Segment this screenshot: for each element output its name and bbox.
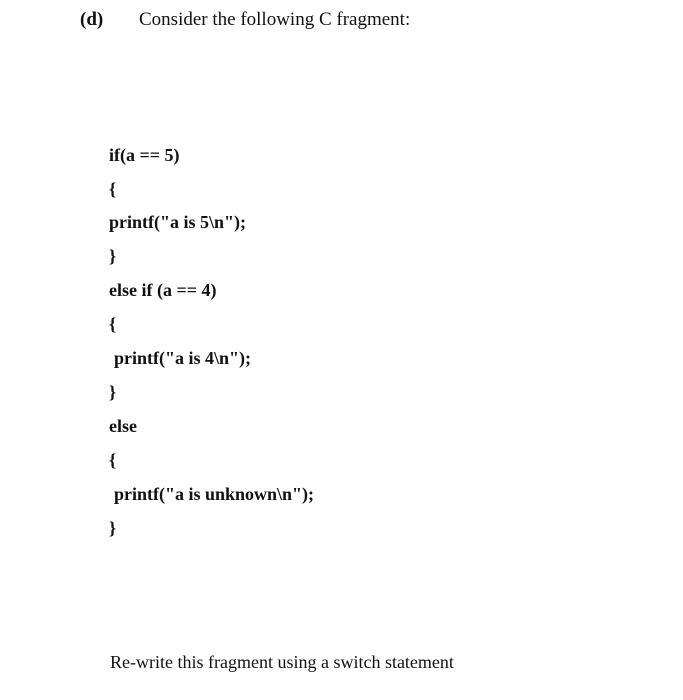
- code-line-close-brace: }: [109, 518, 117, 538]
- code-line-if: if(a == 5): [109, 145, 180, 165]
- code-line-else-if: else if (a == 4): [109, 280, 217, 300]
- code-line-open-brace: {: [109, 314, 117, 334]
- code-line-printf-4: printf("a is 4\n");: [114, 348, 251, 368]
- code-line-open-brace: {: [109, 450, 117, 470]
- code-line-printf-5: printf("a is 5\n");: [109, 212, 246, 232]
- code-line-open-brace: {: [109, 179, 117, 199]
- code-line-close-brace: }: [109, 382, 117, 402]
- question-intro: Consider the following C fragment:: [139, 9, 411, 30]
- code-line-else: else: [109, 416, 137, 436]
- code-line-close-brace: }: [109, 246, 117, 266]
- code-line-printf-unknown: printf("a is unknown\n");: [114, 484, 315, 504]
- instruction-text: Re-write this fragment using a switch statement: [110, 652, 454, 672]
- question-label: (d): [80, 9, 104, 30]
